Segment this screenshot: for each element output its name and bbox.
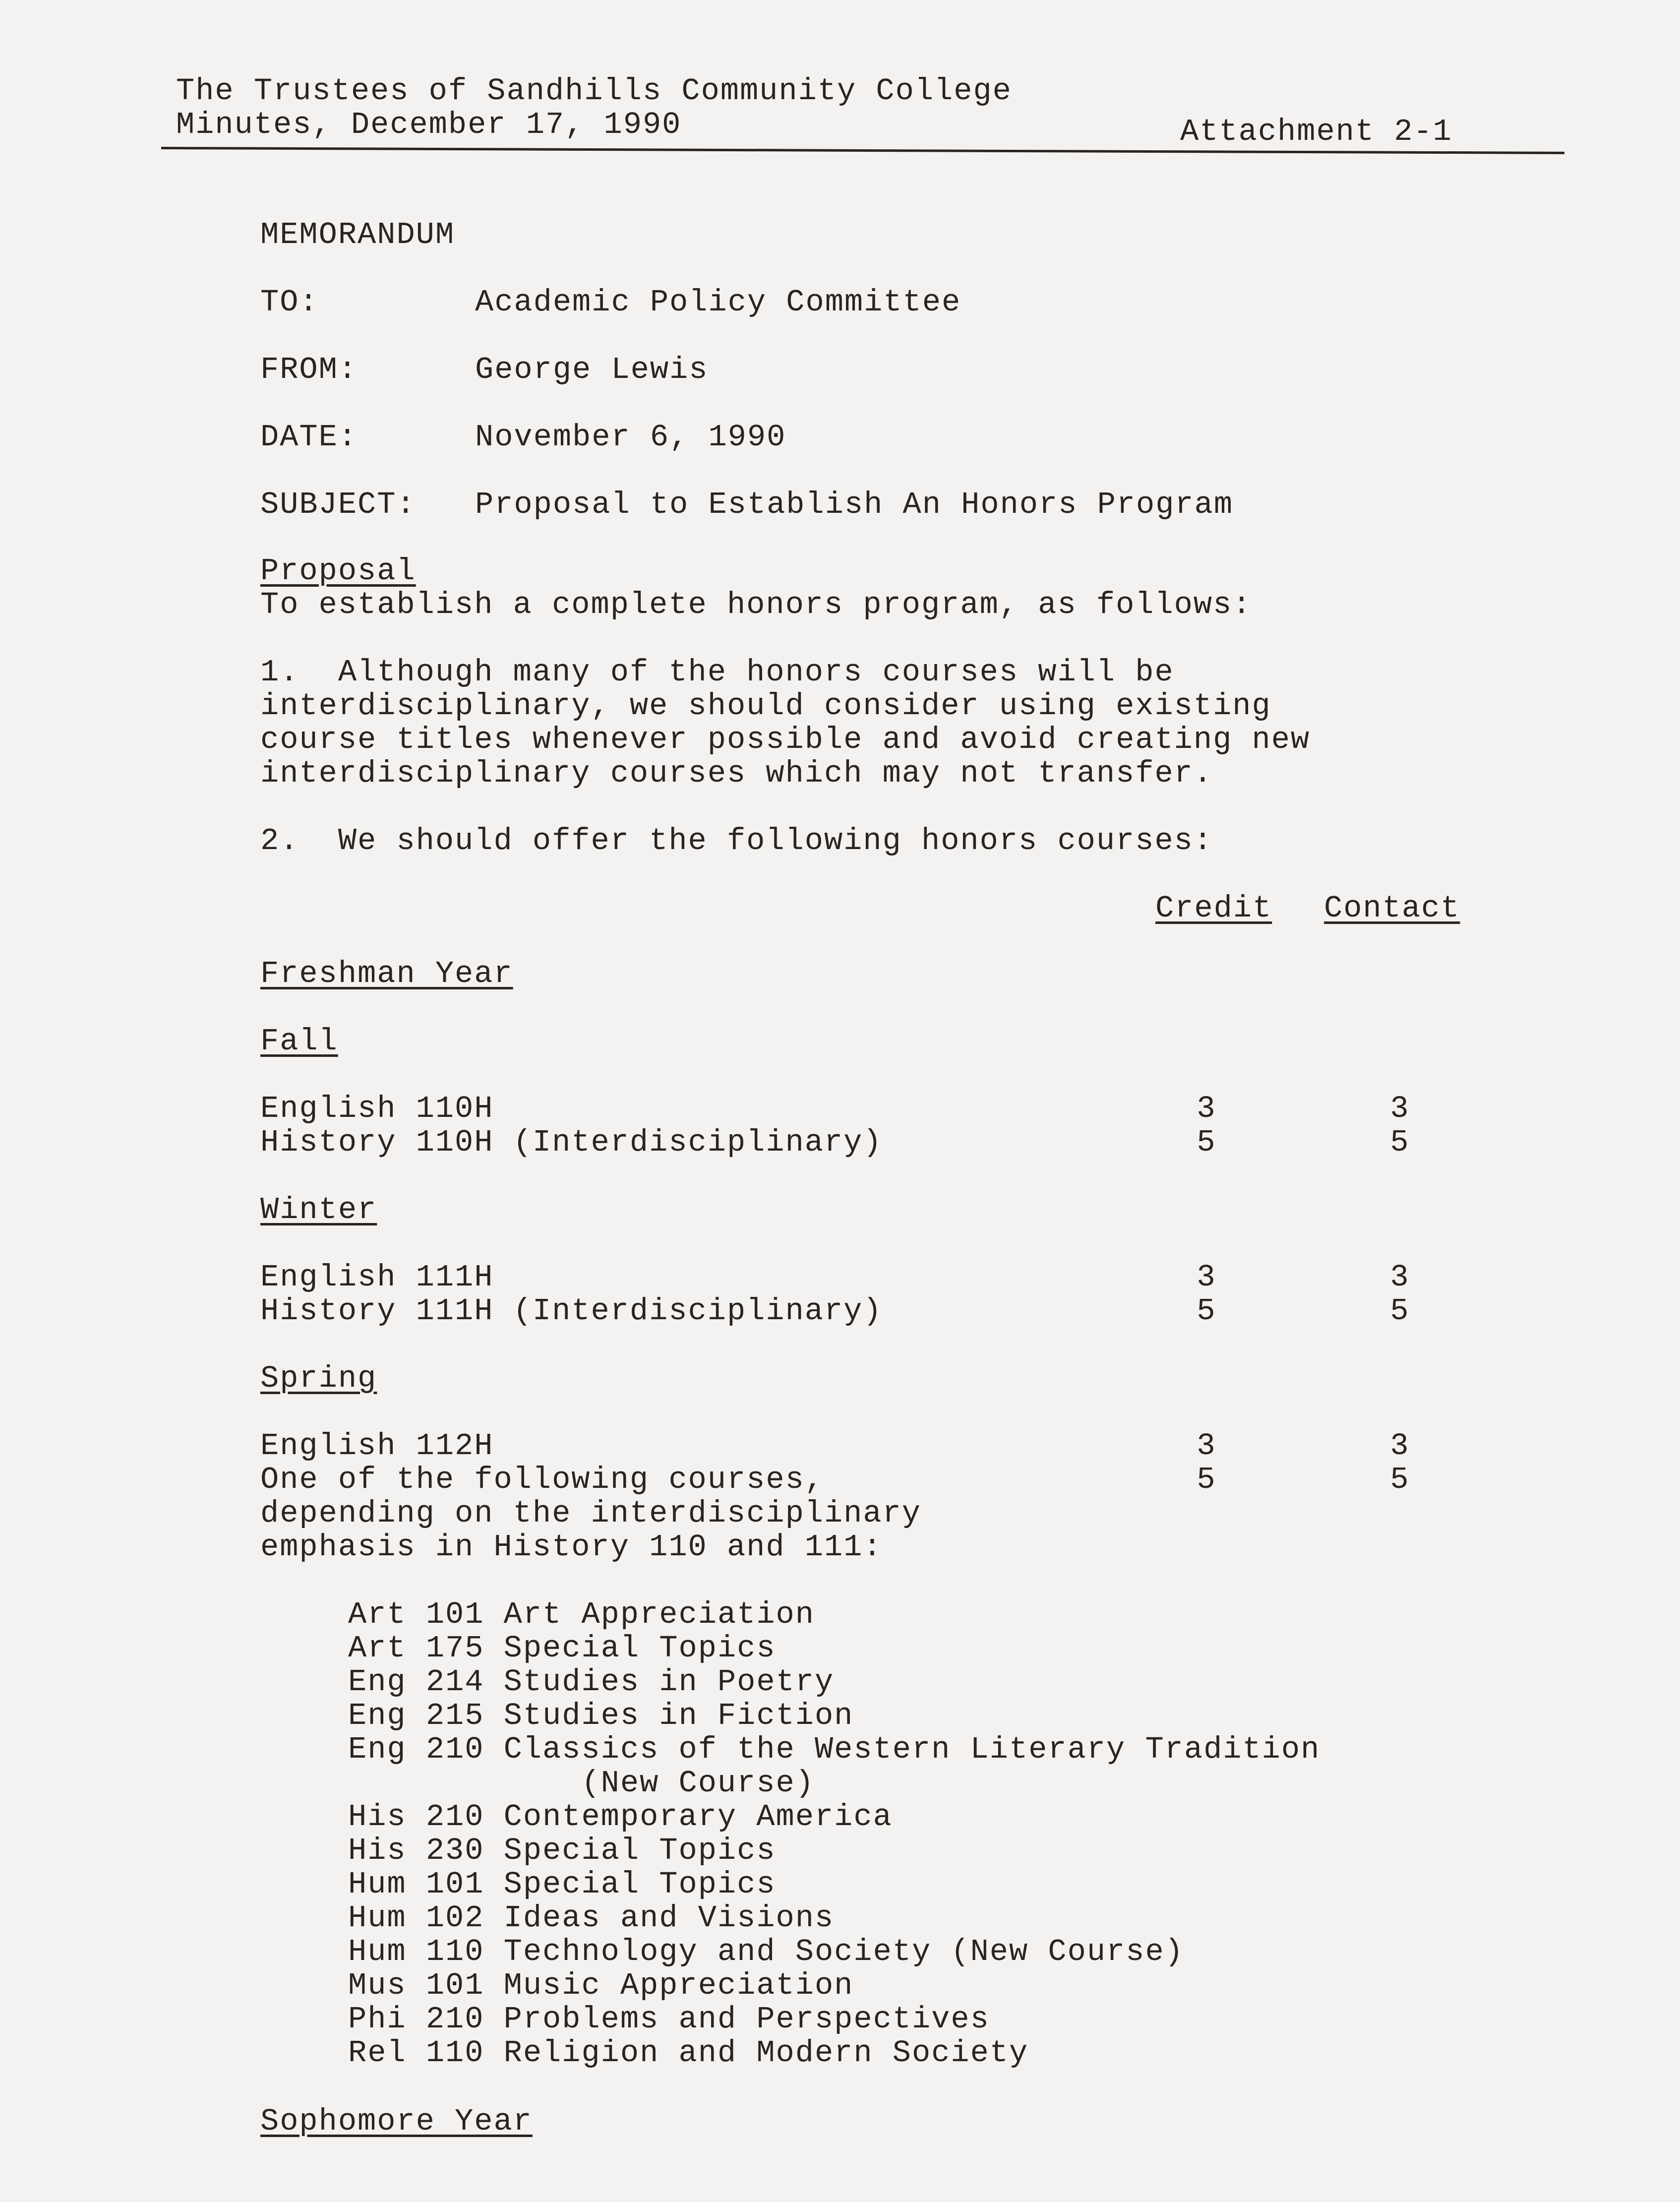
course-credit: 3 [1197, 1260, 1215, 1295]
course-contact: 3 [1390, 1260, 1409, 1295]
proposal-heading: Proposal [260, 553, 416, 589]
course-contact: 5 [1390, 1293, 1409, 1329]
memo-to-label: TO: [260, 285, 319, 320]
proposal-item1-line: interdisciplinary, we should consider using existing [260, 688, 1271, 724]
course-title: English 110H [260, 1091, 494, 1126]
term-heading-spring: Spring [260, 1361, 377, 1396]
column-header-credit: Credit [1155, 891, 1272, 926]
memo-subject-value: Proposal to Establish An Honors Program [475, 487, 1234, 522]
elective-item: Hum 102 Ideas and Visions [348, 1900, 835, 1936]
attachment-label: Attachment 2-1 [1180, 114, 1452, 149]
memo-to-value: Academic Policy Committee [475, 285, 961, 320]
memo-date-value: November 6, 1990 [475, 420, 786, 455]
memo-subject-label: SUBJECT: [260, 487, 416, 522]
elective-item: Rel 110 Religion and Modern Society [348, 2035, 1029, 2071]
elective-item: His 230 Special Topics [348, 1833, 776, 1868]
proposal-item1-line: 1. Although many of the honors courses will be [260, 655, 1174, 690]
elective-item: Art 175 Special Topics [348, 1631, 776, 1666]
elective-item-note: (New Course) [348, 1766, 815, 1801]
course-contact: 5 [1390, 1125, 1409, 1160]
memo-from-value: George Lewis [475, 352, 709, 387]
memo-date-label: DATE: [260, 420, 358, 455]
course-contact: 3 [1390, 1091, 1409, 1126]
proposal-item1-line: interdisciplinary courses which may not transfer. [260, 756, 1213, 791]
course-credit: 5 [1197, 1125, 1215, 1160]
memo-from-label: FROM: [260, 352, 358, 387]
course-credit: 5 [1197, 1293, 1215, 1329]
elective-item: Mus 101 Music Appreciation [348, 1968, 854, 2003]
elective-item: Eng 215 Studies in Fiction [348, 1698, 854, 1733]
course-title: History 110H (Interdisciplinary) [260, 1125, 883, 1160]
memo-title: MEMORANDUM [260, 217, 455, 252]
column-header-contact: Contact [1324, 891, 1460, 926]
year-heading-freshman: Freshman Year [260, 956, 513, 991]
course-note: emphasis in History 110 and 111: [260, 1529, 883, 1565]
elective-item: Hum 101 Special Topics [348, 1867, 776, 1902]
course-contact: 5 [1390, 1462, 1409, 1497]
course-title: English 112H [260, 1428, 494, 1464]
header-minutes-date: Minutes, December 17, 1990 [176, 107, 682, 142]
course-credit: 3 [1197, 1091, 1215, 1126]
course-credit: 5 [1197, 1462, 1215, 1497]
elective-item: Eng 214 Studies in Poetry [348, 1664, 835, 1700]
year-heading-sophomore: Sophomore Year [260, 2104, 533, 2139]
course-contact: 3 [1390, 1428, 1409, 1464]
proposal-intro: To establish a complete honors program, as follows: [260, 587, 1252, 622]
term-heading-fall: Fall [260, 1024, 338, 1059]
course-note: depending on the interdisciplinary [260, 1496, 922, 1531]
elective-item: Phi 210 Problems and Perspectives [348, 2002, 990, 2037]
course-title: English 111H [260, 1260, 494, 1295]
elective-item: Hum 110 Technology and Society (New Course) [348, 1934, 1184, 1969]
proposal-item1-line: course titles whenever possible and avoid creating new [260, 722, 1311, 757]
elective-item: Art 101 Art Appreciation [348, 1597, 815, 1632]
header-title: The Trustees of Sandhills Community College [176, 73, 1012, 109]
elective-item: His 210 Contemporary America [348, 1799, 893, 1835]
course-credit: 3 [1197, 1428, 1215, 1464]
elective-item: Eng 210 Classics of the Western Literary Tradition [348, 1732, 1320, 1767]
term-heading-winter: Winter [260, 1192, 377, 1227]
proposal-item2: 2. We should offer the following honors courses: [260, 823, 1213, 858]
course-title: History 111H (Interdisciplinary) [260, 1293, 883, 1329]
course-title: One of the following courses, [260, 1462, 824, 1497]
